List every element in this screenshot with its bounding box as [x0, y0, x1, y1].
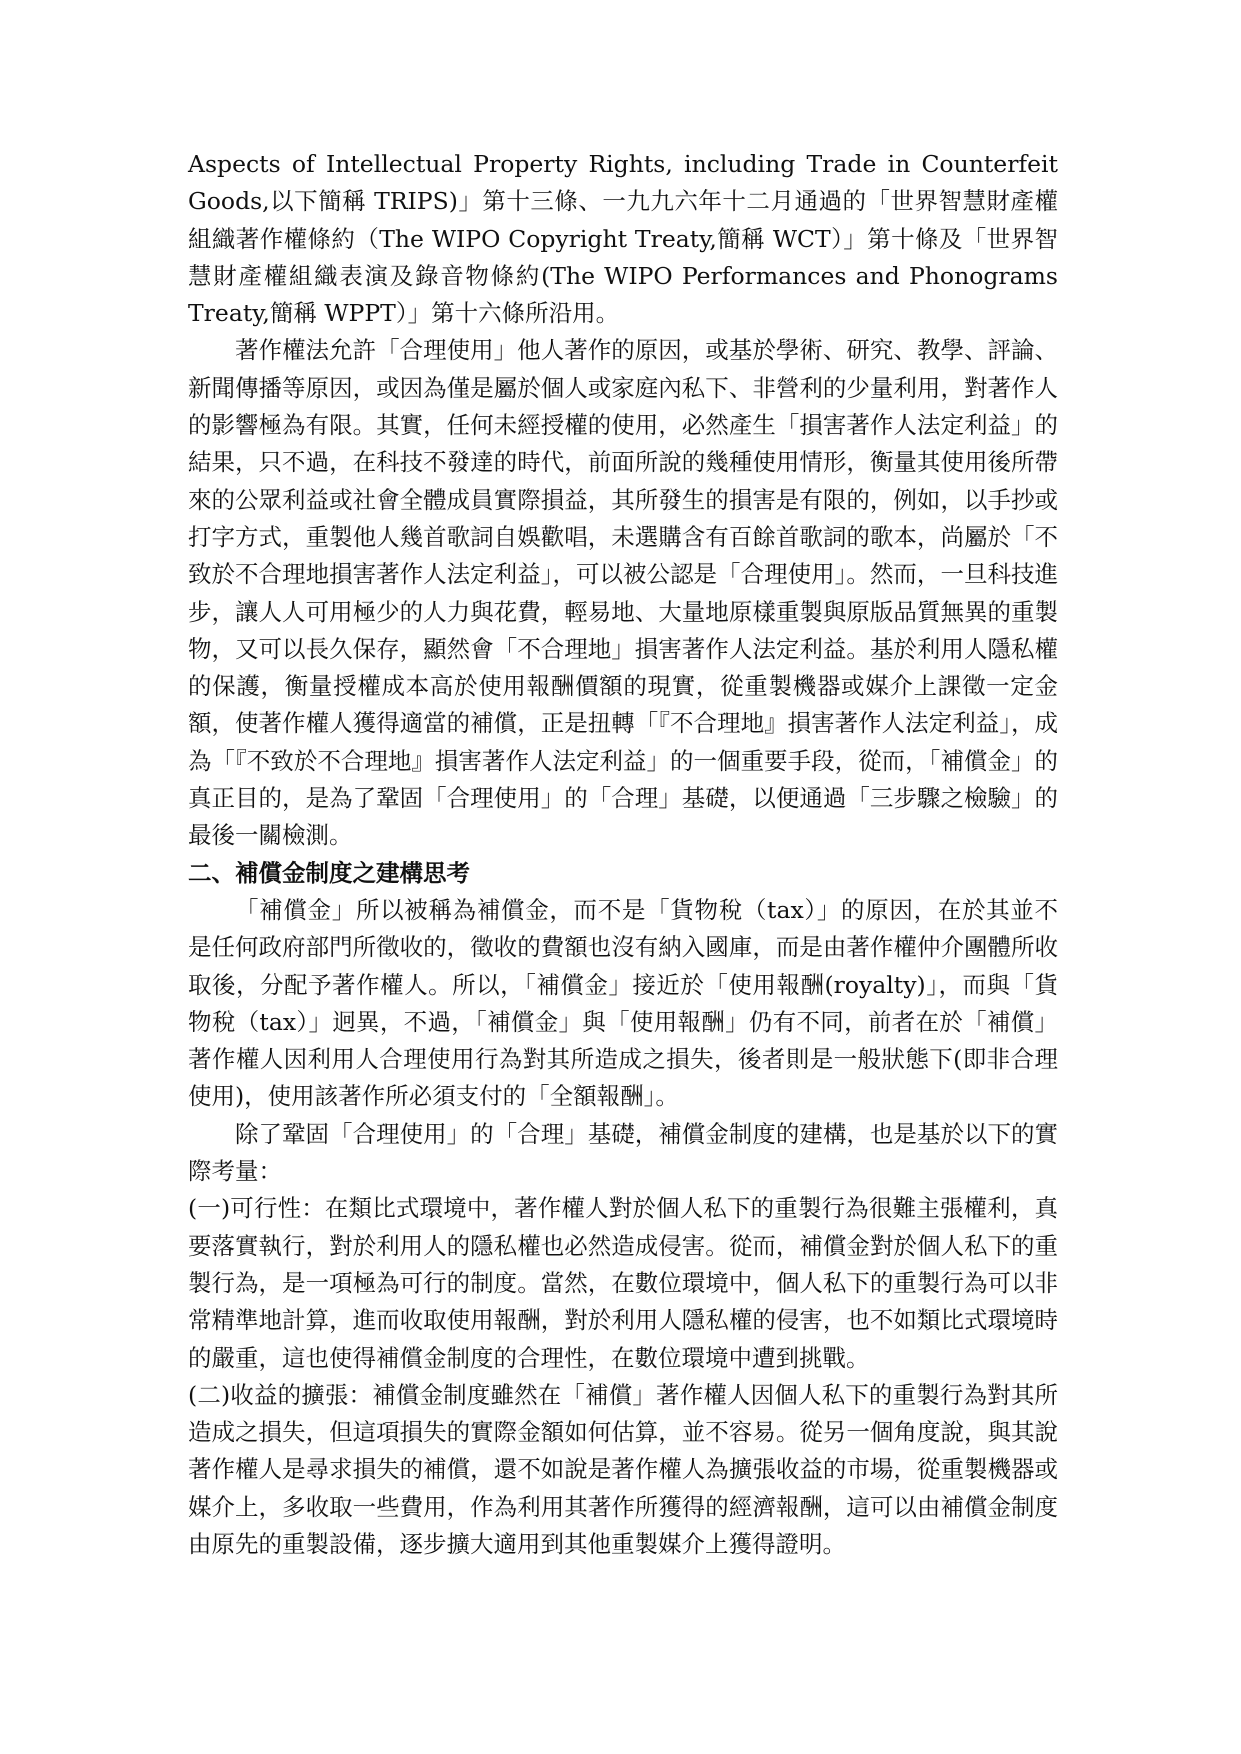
list-item-feasibility: (一)可行性：在類比式環境中，著作權人對於個人私下的重製行為很難主張權利，真要落實執行，對於利用人的隱私權也必然造成侵害。從而，補償金對於個人私下的重製行為，是一項極為可行的制度。當然，在數位環境中，個人私下的重製行為可以非常精準地計算，進而收取使用報酬，對於利用人隱私權的侵害，也不如類比式環境時的嚴重，這也使得補償金制度的合理性，在數位環境中遭到挑戰。 [188, 1194, 1058, 1372]
paragraph-continuation: Aspects of Intellectual Property Rights, including Trade in Counterfeit Goods,以下簡稱 TRIPS)」第十三條、一九九六年十二月通過的「世界智慧財產權組織著作權條約（The WIPO Copyright Treaty,簡稱 WCT）」第十條及「世界智慧財產權組織表演及錄音物條約(The WIPO Performances and Phonograms Treaty,簡稱 WPPT）」第十六條所沿用。 [188, 150, 1058, 328]
section-heading: 二、補償金制度之建構思考 [188, 858, 470, 887]
paragraph-fair-use-reason: 著作權法允許「合理使用」他人著作的原因，或基於學術、研究、教學、評論、新聞傳播等原因，或因為僅是屬於個人或家庭內私下、非營利的少量利用，對著作人的影響極為有限。其實，任何未經授權的使用，必然產生「損害著作人法定利益」的結果，只不過，在科技不發達的時代，前面所說的幾種使用情形，衡量其使用後所帶來的公眾利益或社會全體成員實際損益，其所發生的損害是有限的，例如，以手抄或打字方式，重製他人幾首歌詞自娛歡唱，未選購含有百餘首歌詞的歌本，尚屬於「不致於不合理地損害著作人法定利益」，可以被公認是「合理使用」。然而，一旦科技進步，讓人人可用極少的人力與花費，輕易地、大量地原樣重製與原版品質無異的重製物，又可以長久保存，顯然會「不合理地」損害著作人法定利益。基於利用人隱私權的保護，衡量授權成本高於使用報酬價額的現實，從重製機器或媒介上課徵一定金額，使著作權人獲得適當的補償，正是扭轉「『不合理地』損害著作人法定利益」，成為「『不致於不合理地』損害著作人法定利益」的一個重要手段，從而，「補償金」的真正目的，是為了鞏固「合理使用」的「合理」基礎，以便通過「三步驟之檢驗」的最後一關檢測。 [188, 336, 1058, 850]
paragraph-practical-considerations: 除了鞏固「合理使用」的「合理」基礎，補償金制度的建構，也是基於以下的實際考量： [188, 1119, 1058, 1186]
paragraph-compensation-vs-tax: 「補償金」所以被稱為補償金，而不是「貨物稅（tax）」的原因，在於其並不是任何政府部門所徵收的，徵收的費額也沒有納入國庫，而是由著作權仲介團體所收取後，分配予著作權人。所以，「補償金」接近於「使用報酬(royalty)」，而與「貨物稅（tax）」迥異，不過，「補償金」與「使用報酬」仍有不同，前者在於「補償」著作權人因利用人合理使用行為對其所造成之損失，後者則是一般狀態下(即非合理使用)，使用該著作所必須支付的「全額報酬」。 [188, 895, 1058, 1111]
list-item-revenue-expansion: (二)收益的擴張：補償金制度雖然在「補償」著作權人因個人私下的重製行為對其所造成之損失，但這項損失的實際金額如何估算，並不容易。從另一個角度說，與其說著作權人是尋求損失的補償，還不如說是著作權人為擴張收益的市場，從重製機器或媒介上，多收取一些費用，作為利用其著作所獲得的經濟報酬，這可以由補償金制度由原先的重製設備，逐步擴大適用到其他重製媒介上獲得證明。 [188, 1380, 1058, 1558]
document-page [188, 146, 1058, 1563]
